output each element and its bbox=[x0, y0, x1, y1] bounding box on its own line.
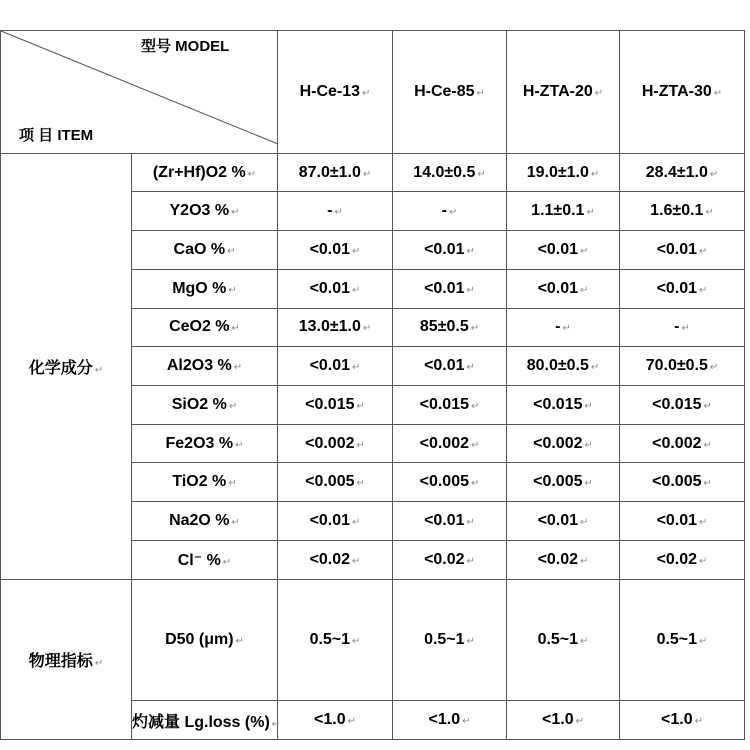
value-text: <0.01 bbox=[537, 240, 579, 258]
value-cell: 1.6±0.1 ↵ bbox=[620, 192, 745, 231]
item-name: SiO2 % bbox=[171, 395, 227, 413]
item-name: TiO2 % bbox=[172, 473, 227, 491]
value-cell: <0.002 ↵ bbox=[278, 424, 393, 463]
value-text: 19.0±1.0 bbox=[526, 163, 589, 181]
value-cell: <0.002 ↵ bbox=[620, 424, 745, 463]
model-header-cell: H-Ce-13 ↵ bbox=[278, 31, 393, 154]
value-text: 13.0±1.0 bbox=[298, 318, 361, 336]
value-text: 1.6±0.1 bbox=[650, 202, 704, 220]
value-text: 87.0±1.0 bbox=[298, 163, 361, 181]
model-header-cell: H-ZTA-20 ↵ bbox=[507, 31, 620, 154]
model-header-label: 型号 MODEL bbox=[141, 38, 230, 55]
value-text: <0.01 bbox=[424, 511, 465, 529]
model-name: H-Ce-85 bbox=[414, 82, 475, 100]
value-text: <0.01 bbox=[424, 279, 465, 297]
value-text: 70.0±0.5 bbox=[645, 357, 708, 375]
value-cell: <0.005 ↵ bbox=[278, 463, 393, 502]
value-text: <0.005 bbox=[652, 473, 702, 491]
corner-header-cell bbox=[1, 31, 278, 154]
group-label-cell: 物理指标 ↵ bbox=[1, 579, 132, 739]
value-cell: <0.01 ↵ bbox=[393, 347, 507, 386]
item-name-cell: CaO % ↵ bbox=[132, 231, 278, 270]
value-cell: <0.015 ↵ bbox=[507, 385, 620, 424]
value-text: - bbox=[327, 202, 333, 220]
value-cell: - ↵ bbox=[507, 308, 620, 347]
value-text: <0.01 bbox=[424, 357, 465, 375]
value-cell: <1.0 ↵ bbox=[620, 701, 745, 740]
value-cell: <0.005 ↵ bbox=[507, 463, 620, 502]
value-cell: <0.02 ↵ bbox=[393, 540, 507, 579]
value-cell: 1.1±0.1 ↵ bbox=[507, 192, 620, 231]
item-name: 灼减量 Lg.loss (%) bbox=[132, 713, 270, 731]
value-text: 0.5~1 bbox=[656, 630, 698, 648]
item-name: D50 (μm) bbox=[165, 630, 234, 648]
value-text: <0.015 bbox=[419, 395, 469, 413]
value-cell: 80.0±0.5 ↵ bbox=[507, 347, 620, 386]
value-text: - bbox=[555, 318, 561, 336]
value-text: <0.01 bbox=[309, 240, 351, 258]
value-cell: <1.0 ↵ bbox=[507, 701, 620, 740]
item-name-cell: (Zr+Hf)O2 % ↵ bbox=[132, 153, 278, 192]
group-name: 物理指标 bbox=[28, 652, 93, 670]
item-name: Na2O % bbox=[169, 511, 230, 529]
value-cell: 70.0±0.5 ↵ bbox=[620, 347, 745, 386]
value-text: <0.01 bbox=[309, 511, 351, 529]
value-cell: <0.01 ↵ bbox=[278, 231, 393, 270]
item-name: Fe2O3 % bbox=[165, 434, 234, 452]
value-text: <0.015 bbox=[652, 395, 702, 413]
value-text: <0.005 bbox=[305, 473, 355, 491]
value-cell: 13.0±1.0 ↵ bbox=[278, 308, 393, 347]
value-cell: 87.0±1.0 ↵ bbox=[278, 153, 393, 192]
value-text: <0.002 bbox=[652, 434, 702, 452]
value-cell: 0.5~1 ↵ bbox=[620, 579, 745, 701]
item-name-cell: CeO2 % ↵ bbox=[132, 308, 278, 347]
value-cell: <0.01 ↵ bbox=[278, 269, 393, 308]
item-name: CaO % bbox=[173, 240, 226, 258]
value-cell: <0.01 ↵ bbox=[507, 231, 620, 270]
group-name: 化学成分 bbox=[28, 359, 93, 377]
value-text: <0.002 bbox=[305, 434, 355, 452]
value-cell: 0.5~1 ↵ bbox=[393, 579, 507, 701]
item-name-cell: D50 (μm) ↵ bbox=[132, 579, 278, 701]
value-text: <0.01 bbox=[656, 240, 698, 258]
model-name: H-Ce-13 bbox=[299, 82, 361, 100]
item-name-cell: TiO2 % ↵ bbox=[132, 463, 278, 502]
value-cell: <0.005 ↵ bbox=[393, 463, 507, 502]
value-cell: <0.01 ↵ bbox=[393, 269, 507, 308]
value-cell: 0.5~1 ↵ bbox=[507, 579, 620, 701]
value-text: <0.02 bbox=[656, 550, 698, 568]
value-cell: <1.0 ↵ bbox=[393, 701, 507, 740]
item-name: Al2O3 % bbox=[166, 357, 232, 375]
value-text: <0.01 bbox=[424, 240, 465, 258]
value-text: <1.0 bbox=[542, 711, 574, 729]
value-text: <0.002 bbox=[533, 434, 583, 452]
value-cell: 0.5~1 ↵ bbox=[278, 579, 393, 701]
item-name: Cl⁻ % bbox=[177, 551, 221, 569]
value-cell: <0.01 ↵ bbox=[278, 502, 393, 541]
item-name-cell: Y2O3 % ↵ bbox=[132, 192, 278, 231]
value-cell: <0.01 ↵ bbox=[620, 231, 745, 270]
item-name: Y2O3 % bbox=[169, 202, 230, 220]
item-name-cell: Na2O % ↵ bbox=[132, 502, 278, 541]
item-name: MgO % bbox=[172, 279, 227, 297]
value-cell: <0.005 ↵ bbox=[620, 463, 745, 502]
value-cell: 85±0.5 ↵ bbox=[393, 308, 507, 347]
value-text: 1.1±0.1 bbox=[531, 202, 585, 220]
value-cell: <0.002 ↵ bbox=[393, 424, 507, 463]
model-header-cell: H-Ce-85 ↵ bbox=[393, 31, 507, 154]
value-cell: <0.01 ↵ bbox=[393, 231, 507, 270]
header-row bbox=[1, 31, 745, 154]
spec-table bbox=[0, 30, 745, 740]
value-text: <0.015 bbox=[533, 395, 583, 413]
value-cell: <0.02 ↵ bbox=[278, 540, 393, 579]
item-name-cell: 灼减量 Lg.loss (%) ↵ bbox=[132, 701, 278, 740]
value-cell: <1.0 ↵ bbox=[278, 701, 393, 740]
table-row bbox=[1, 153, 745, 192]
model-name: H-ZTA-30 bbox=[641, 82, 712, 100]
value-cell: 19.0±1.0 ↵ bbox=[507, 153, 620, 192]
value-cell: 14.0±0.5 ↵ bbox=[393, 153, 507, 192]
item-name-cell: Cl⁻ % ↵ bbox=[132, 540, 278, 579]
value-cell: - ↵ bbox=[620, 308, 745, 347]
value-text: <0.01 bbox=[656, 511, 698, 529]
value-text: <0.002 bbox=[419, 434, 469, 452]
model-header-cell: H-ZTA-30 ↵ bbox=[620, 31, 745, 154]
value-cell: - ↵ bbox=[393, 192, 507, 231]
value-text: <1.0 bbox=[314, 711, 346, 729]
value-text: 85±0.5 bbox=[419, 318, 469, 336]
value-cell: <0.01 ↵ bbox=[620, 269, 745, 308]
item-name-cell: SiO2 % ↵ bbox=[132, 385, 278, 424]
value-text: 0.5~1 bbox=[537, 630, 579, 648]
value-text: - bbox=[441, 202, 447, 220]
value-cell: 28.4±1.0 ↵ bbox=[620, 153, 745, 192]
value-text: <1.0 bbox=[428, 711, 461, 729]
value-cell: <0.01 ↵ bbox=[278, 347, 393, 386]
value-text: 14.0±0.5 bbox=[413, 163, 476, 181]
value-text: - bbox=[674, 318, 680, 336]
value-text: <0.01 bbox=[309, 279, 351, 297]
value-cell: <0.015 ↵ bbox=[393, 385, 507, 424]
value-text: 0.5~1 bbox=[309, 630, 351, 648]
value-cell: <0.02 ↵ bbox=[507, 540, 620, 579]
value-cell: <0.01 ↵ bbox=[620, 502, 745, 541]
value-text: <0.01 bbox=[656, 279, 698, 297]
value-text: <0.01 bbox=[537, 279, 579, 297]
value-cell: - ↵ bbox=[278, 192, 393, 231]
value-cell: <0.01 ↵ bbox=[507, 502, 620, 541]
item-name-cell: MgO % ↵ bbox=[132, 269, 278, 308]
value-cell: <0.015 ↵ bbox=[278, 385, 393, 424]
value-text: <0.005 bbox=[533, 473, 583, 491]
value-text: <0.02 bbox=[537, 550, 579, 568]
item-name-cell: Fe2O3 % ↵ bbox=[132, 424, 278, 463]
item-name: (Zr+Hf)O2 % bbox=[152, 163, 246, 181]
value-text: <0.005 bbox=[419, 473, 469, 491]
item-name: CeO2 % bbox=[169, 318, 230, 336]
value-text: <0.015 bbox=[305, 395, 355, 413]
value-text: <0.02 bbox=[309, 550, 351, 568]
value-cell: <0.01 ↵ bbox=[393, 502, 507, 541]
value-cell: <0.002 ↵ bbox=[507, 424, 620, 463]
group-label-cell: 化学成分 ↵ bbox=[1, 153, 132, 579]
value-text: 0.5~1 bbox=[424, 630, 465, 648]
value-text: <0.02 bbox=[424, 550, 465, 568]
table-row bbox=[1, 579, 745, 701]
value-cell: <0.015 ↵ bbox=[620, 385, 745, 424]
value-text: <0.01 bbox=[537, 511, 579, 529]
value-text: <1.0 bbox=[661, 711, 693, 729]
value-text: 28.4±1.0 bbox=[645, 163, 708, 181]
value-cell: <0.02 ↵ bbox=[620, 540, 745, 579]
value-text: 80.0±0.5 bbox=[526, 357, 589, 375]
item-header-label: 项 目 ITEM bbox=[19, 126, 94, 144]
value-cell: <0.01 ↵ bbox=[507, 269, 620, 308]
value-text: <0.01 bbox=[309, 357, 351, 375]
item-name-cell: Al2O3 % ↵ bbox=[132, 347, 278, 386]
model-name: H-ZTA-20 bbox=[522, 82, 593, 100]
